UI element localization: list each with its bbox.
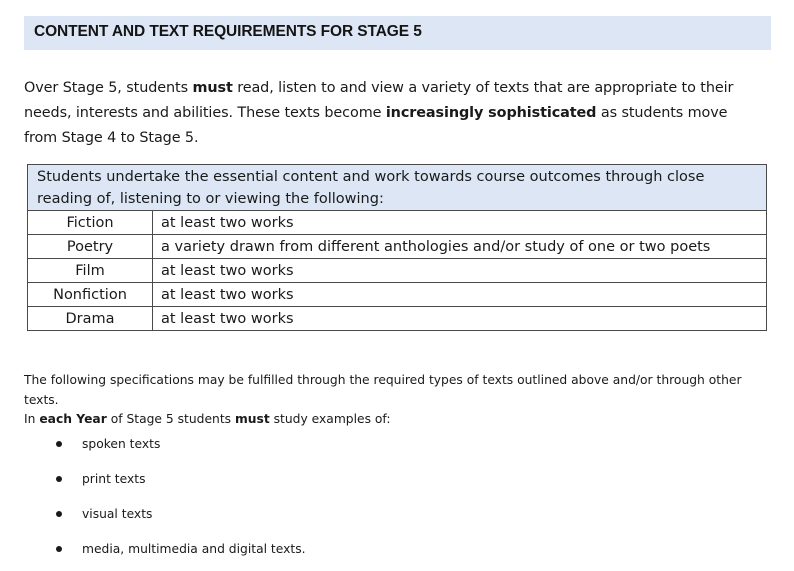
section-title: CONTENT AND TEXT REQUIREMENTS FOR STAGE 5 [34,23,422,40]
intro-paragraph [24,76,764,151]
year-emphasis-must: must [234,412,270,426]
table-row [28,211,767,235]
list-item-label: print texts [82,472,146,486]
list-item-label: media, multimedia and digital texts. [82,542,306,556]
table-heading: Students undertake the essential content and work towards course outcomes through close reading of, listening to or viewing the following: [28,165,767,211]
intro-text: read, listen to and view a variety of texts that are appropriate to their needs, interests and abilities. These texts become [24,80,734,121]
text-type-cell: Poetry [28,235,153,259]
text-type-cell: Fiction [28,211,153,235]
table-header-row [28,165,767,211]
list-item [56,506,152,522]
table-row [28,235,767,259]
requirement-cell: a variety drawn from different anthologies and/or study of one or two poets [153,235,767,259]
requirement-cell: at least two works [153,283,767,307]
year-emphasis-each-year: each Year [39,412,107,426]
list-item [56,436,160,452]
table-row [28,307,767,331]
text-type-cell: Film [28,259,153,283]
list-item-label: spoken texts [82,437,161,451]
year-requirement-line [24,410,390,429]
intro-emphasis-must: must [192,80,233,96]
year-text: study examples of: [269,412,391,426]
year-text: of Stage 5 students [106,412,235,426]
requirement-cell: at least two works [153,259,767,283]
table-row [28,283,767,307]
intro-text: Over Stage 5, students [24,80,193,96]
bullet-icon [56,511,62,517]
text-type-cell: Nonfiction [28,283,153,307]
text-requirements-table [27,164,767,331]
intro-emphasis-sophisticated: increasingly sophisticated [385,105,597,121]
intro-text: as students move from Stage 4 to Stage 5. [24,105,728,146]
requirement-cell: at least two works [153,211,767,235]
list-item-label: visual texts [82,507,153,521]
bullet-icon [56,476,62,482]
text-type-cell: Drama [28,307,153,331]
list-item [56,471,145,487]
bullet-icon [56,546,62,552]
year-text: In [24,412,40,426]
table-row [28,259,767,283]
list-item [56,541,306,557]
specifications-paragraph: The following specifications may be fulfilled through the required types of texts outlined above and/or through other texts. [24,373,742,407]
requirement-cell: at least two works [153,307,767,331]
bullet-icon [56,441,62,447]
section-header-banner [24,16,771,50]
